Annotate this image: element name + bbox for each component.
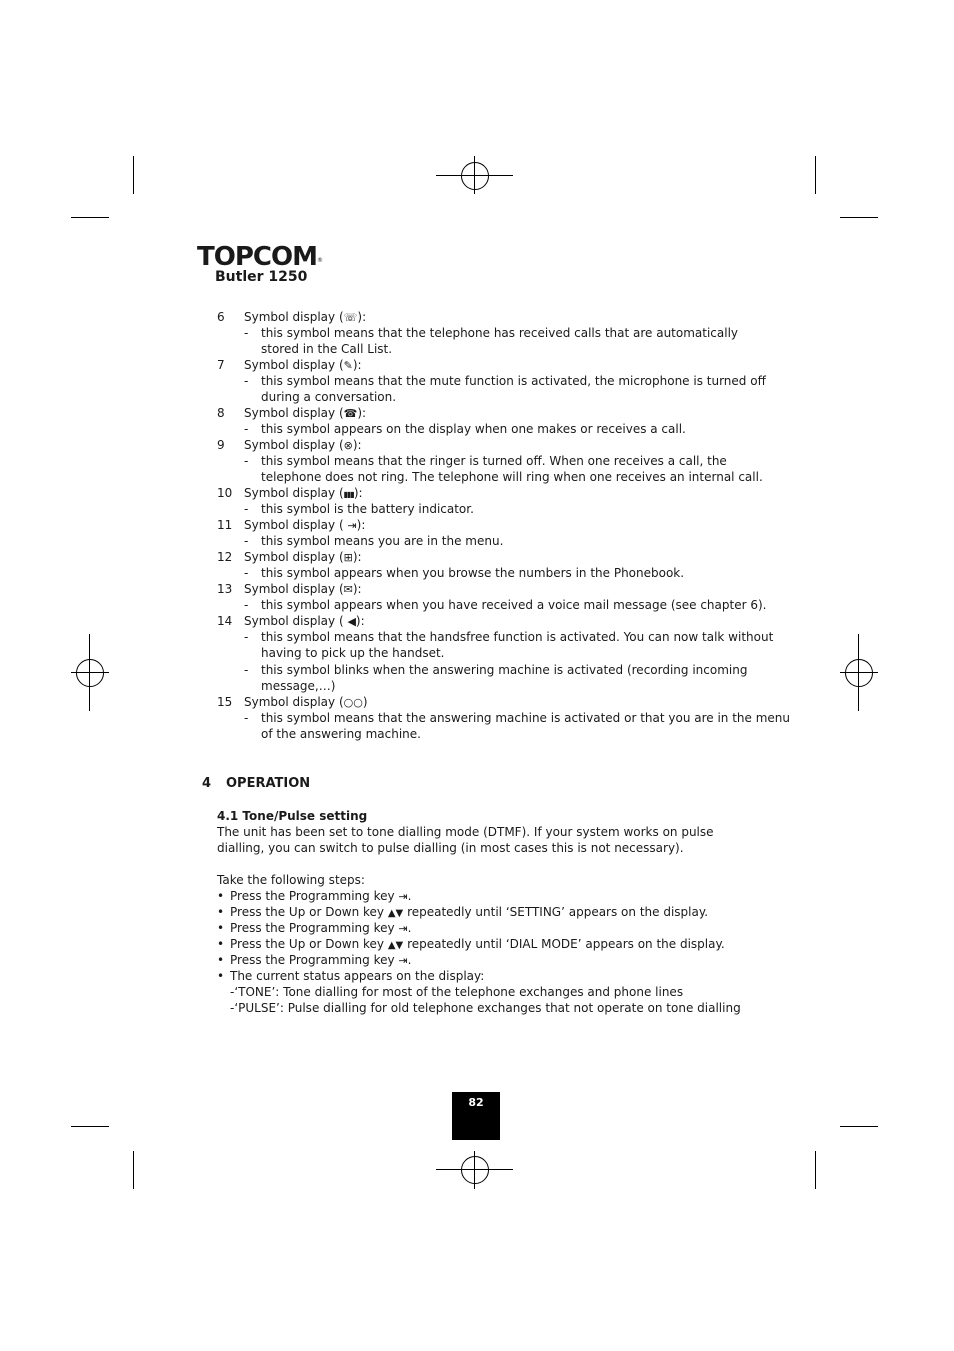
programming-key-icon: ⇥ <box>398 922 408 935</box>
symbol-item <box>202 581 762 597</box>
item-label: Symbol display ( <box>244 486 344 500</box>
item-description: - this symbol is the battery indicator. <box>244 502 474 516</box>
up-down-key-icon: ▲▼ <box>387 940 404 951</box>
registration-circle <box>76 659 104 687</box>
step-text: repeatedly until ‘DIAL MODE’ appears on the display. <box>403 937 725 951</box>
description-line: this symbol appears when you browse the numbers in the Phonebook. <box>261 566 685 580</box>
item-suffix: ): <box>357 406 367 420</box>
item-label: Symbol display ( <box>244 358 344 372</box>
symbol-item <box>202 357 762 373</box>
item-number: 8 <box>217 406 225 420</box>
step-text: Press the Programming key <box>230 921 395 935</box>
description-line: this symbol means you are in the menu. <box>261 534 504 548</box>
description-line: this symbol means that the handsfree function is activated. You can now talk without <box>261 630 774 644</box>
list-item <box>202 968 762 984</box>
item-description: - this symbol blinks when the answering machine is activated (recording incoming <box>244 663 748 677</box>
item-number: 10 <box>217 486 233 500</box>
symbol-item <box>202 437 762 453</box>
registration-circle <box>461 1156 489 1184</box>
crop-mark <box>815 156 816 194</box>
crop-mark <box>840 1126 878 1127</box>
description-line: during a conversation. <box>261 390 397 404</box>
registered-mark: ® <box>316 257 322 264</box>
bullet: • <box>217 969 225 983</box>
crop-mark <box>71 217 109 218</box>
item-label: Symbol display ( <box>244 614 348 628</box>
crop-mark <box>815 1151 816 1189</box>
item-description <box>202 389 762 405</box>
mute-icon: ✎ <box>343 359 353 372</box>
item-label: Symbol display ( <box>244 550 344 564</box>
item-description <box>202 645 762 661</box>
menu-icon: ⇥ <box>347 519 357 532</box>
description-line: this symbol is the battery indicator. <box>261 502 474 516</box>
item-description: - this symbol means that the answering machine is activated or that you are in the menu <box>244 711 791 725</box>
description-line: this symbol appears on the display when one makes or receives a call. <box>261 422 686 436</box>
phonebook-icon: ⊞ <box>343 551 353 564</box>
description-line: this symbol means that the answering machine is activated or that you are in the menu <box>261 711 791 725</box>
symbol-item <box>202 549 762 565</box>
description-line: having to pick up the handset. <box>261 646 445 660</box>
bullet: • <box>217 953 225 967</box>
item-number: 13 <box>217 582 233 596</box>
item-suffix: ): <box>353 486 363 500</box>
description-line: of the answering machine. <box>261 727 421 741</box>
symbol-item <box>202 517 762 533</box>
list-item <box>202 920 762 936</box>
speaker-icon: ◀ <box>347 615 356 628</box>
item-number: 12 <box>217 550 233 564</box>
crop-mark <box>840 217 878 218</box>
description-line: this symbol means that the ringer is turned off. When one receives a call, the <box>261 454 727 468</box>
bullet: • <box>217 905 225 919</box>
symbol-item <box>202 309 762 325</box>
item-description: - this symbol means you are in the menu. <box>244 534 504 548</box>
item-description: - this symbol means that the telephone has received calls that are automatically <box>244 326 739 340</box>
item-description <box>202 678 762 694</box>
symbol-item <box>202 613 762 629</box>
item-suffix: ): <box>357 310 367 324</box>
step-text: Press the Up or Down key <box>230 937 385 951</box>
steps-label: Take the following steps: <box>217 873 365 887</box>
item-description <box>202 726 762 742</box>
item-number: 9 <box>217 438 225 452</box>
item-number: 11 <box>217 518 233 532</box>
description-line: stored in the Call List. <box>261 342 393 356</box>
battery-icon: ▮▮▮ <box>343 490 354 499</box>
description-line: this symbol means that the mute function is activated, the microphone is turned off <box>261 374 766 388</box>
item-description: - this symbol appears when you browse the numbers in the Phonebook. <box>244 566 685 580</box>
item-label: Symbol display ( <box>244 518 348 532</box>
item-suffix: ): <box>352 550 362 564</box>
item-label: Symbol display ( <box>244 695 344 709</box>
item-label: Symbol display ( <box>244 438 344 452</box>
list-item <box>202 936 762 952</box>
item-number: 6 <box>217 310 225 324</box>
step-text: Press the Programming key <box>230 953 395 967</box>
programming-key-icon: ⇥ <box>398 890 408 903</box>
item-number: 15 <box>217 695 233 709</box>
item-suffix: ): <box>352 438 362 452</box>
page-content <box>202 309 791 1016</box>
item-description <box>202 469 762 485</box>
list-item <box>202 952 762 968</box>
description-line: this symbol means that the telephone has received calls that are automatically <box>261 326 739 340</box>
section-title: OPERATION <box>226 776 311 791</box>
item-description: - this symbol appears on the display when one makes or receives a call. <box>244 422 686 436</box>
crop-mark <box>71 1126 109 1127</box>
model-name: Butler 1250 <box>215 269 308 285</box>
call-list-icon: ☏ <box>343 311 358 324</box>
step-text: Press the Up or Down key <box>230 905 385 919</box>
item-suffix: ): <box>352 358 362 372</box>
step-text: Press the Programming key <box>230 889 395 903</box>
crop-mark <box>133 156 134 194</box>
voicemail-icon: ✉ <box>343 583 353 596</box>
symbol-item <box>202 694 762 710</box>
pulse-option: -‘PULSE’: Pulse dialling for old telephone exchanges that not operate on tone dialling <box>230 1001 741 1015</box>
item-description: - this symbol means that the ringer is turned off. When one receives a call, the <box>244 454 727 468</box>
item-suffix: ): <box>355 614 365 628</box>
subsection-heading: 4.1 Tone/Pulse setting <box>217 809 368 823</box>
list-item <box>202 888 762 904</box>
registration-circle <box>845 659 873 687</box>
item-label: Symbol display ( <box>244 582 344 596</box>
step-text: repeatedly until ‘SETTING’ appears on the display. <box>403 905 709 919</box>
item-label: Symbol display ( <box>244 310 344 324</box>
item-description: - this symbol means that the handsfree function is activated. You can now talk without <box>244 630 774 644</box>
page-number-box <box>452 1092 500 1140</box>
item-suffix: ): <box>352 582 362 596</box>
item-description <box>202 341 762 357</box>
step-period: . <box>407 921 412 935</box>
intro-paragraph: The unit has been set to tone dialling mode (DTMF). If your system works on pulse dialling, you can switch to pulse dialling (in most cases this is not necessary). <box>217 825 714 855</box>
answering-machine-icon: ○○ <box>343 696 363 709</box>
brand-logo <box>197 242 322 272</box>
bullet: • <box>217 921 225 935</box>
item-description: - this symbol appears when you have received a voice mail message (see chapter 6). <box>244 598 767 612</box>
symbol-item <box>202 485 762 501</box>
page-number: 82 <box>468 1096 484 1109</box>
phone-icon: ☎ <box>343 407 358 420</box>
step-period: . <box>407 953 412 967</box>
crop-mark <box>133 1151 134 1189</box>
registration-circle <box>461 162 489 190</box>
brand-name: TOPCOM <box>197 242 317 272</box>
symbol-item <box>202 405 762 421</box>
ringer-off-icon: ⊗ <box>343 439 353 452</box>
bullet: • <box>217 937 225 951</box>
item-number: 14 <box>217 614 233 628</box>
item-suffix: ) <box>362 695 368 709</box>
up-down-key-icon: ▲▼ <box>387 908 404 919</box>
item-suffix: ): <box>356 518 366 532</box>
step-period: . <box>407 889 412 903</box>
section-number: 4 <box>202 776 212 791</box>
tone-option: -‘TONE’: Tone dialling for most of the telephone exchanges and phone lines <box>230 985 684 999</box>
list-item <box>202 904 762 920</box>
item-description: - this symbol means that the mute function is activated, the microphone is turned off <box>244 374 766 388</box>
step-text: The current status appears on the display: <box>230 969 485 983</box>
description-line: telephone does not ring. The telephone will ring when one receives an internal call. <box>261 470 763 484</box>
item-number: 7 <box>217 358 225 372</box>
description-line: this symbol appears when you have received a voice mail message (see chapter 6). <box>261 598 767 612</box>
description-line: message,…) <box>261 679 336 693</box>
programming-key-icon: ⇥ <box>398 954 408 967</box>
section-heading <box>202 774 762 794</box>
bullet: • <box>217 889 225 903</box>
item-label: Symbol display ( <box>244 406 344 420</box>
description-line: this symbol blinks when the answering machine is activated (recording incoming <box>261 663 748 677</box>
